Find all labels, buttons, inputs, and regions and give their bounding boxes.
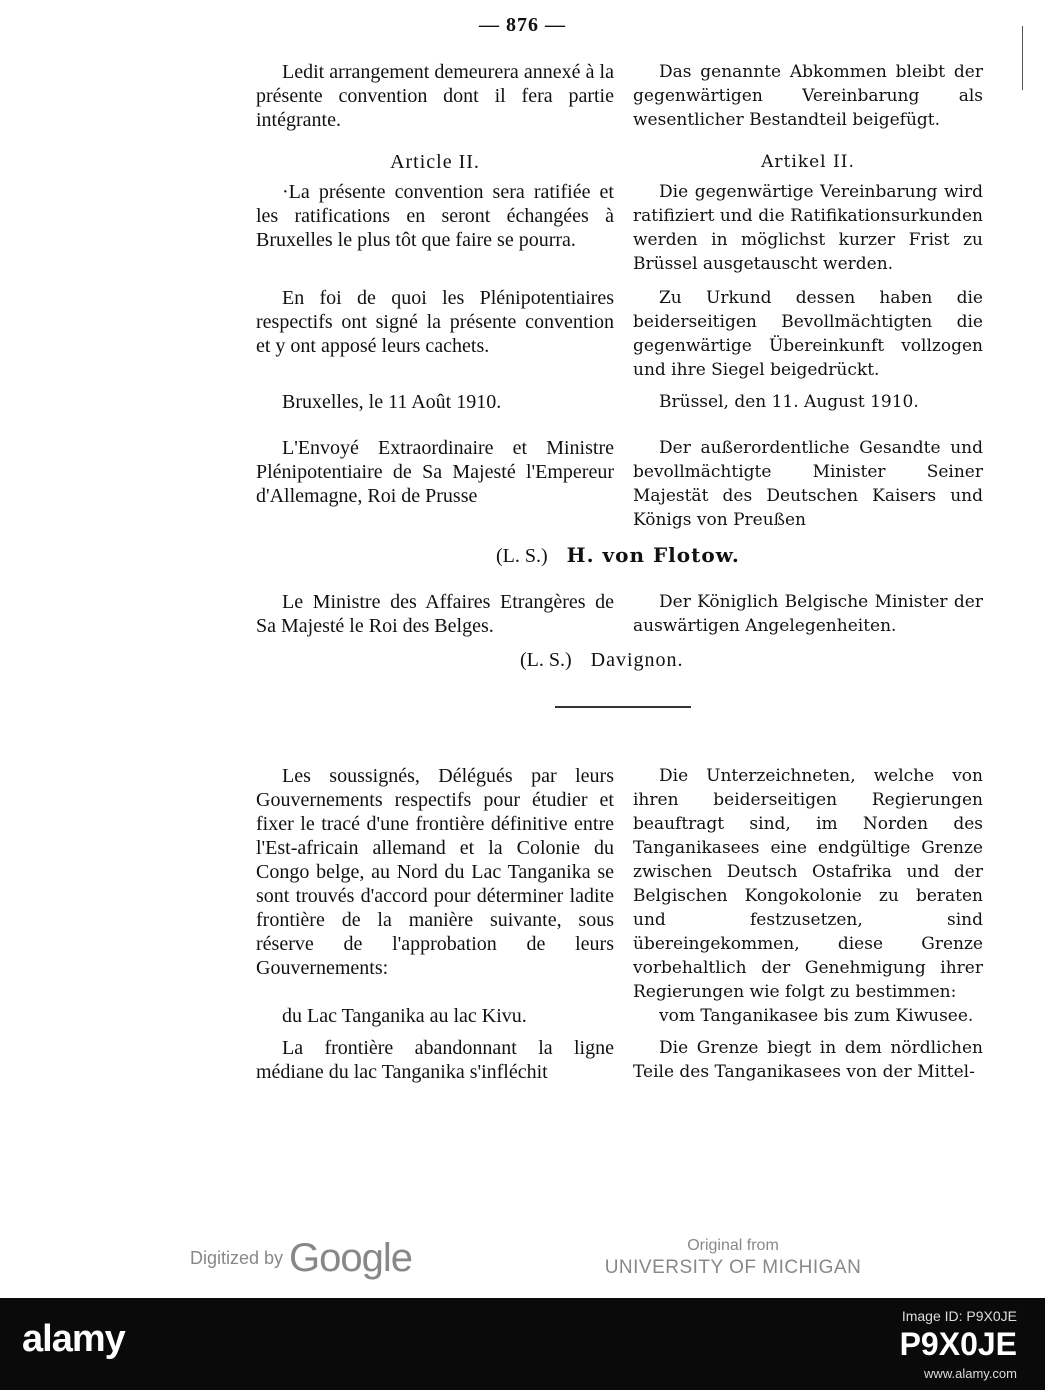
de-paragraph-6: Die Grenze biegt in dem nördlichen Teile des Tanganikasees von der Mittel-: [633, 1038, 983, 1082]
de-envoy: Der außerordentliche Gesandte und bevollmächtigte Minister Seiner Majestät des Deutschen Kaisers und Königs von Preußen: [633, 438, 983, 530]
de-paragraph-2: Die gegenwärtige Vereinbarung wird ratifiziert und die Ratifikationsurkunden werden in möglichst kurzer Frist zu Brüssel ausgetauscht werden.: [633, 182, 983, 274]
page-number: — 876 —: [479, 14, 566, 36]
seal-mark: (L. S.): [496, 545, 548, 567]
de-paragraph-1: Das genannte Abkommen bleibt der gegenwärtigen Vereinbarung als wesentlicher Bestandteil beigefügt.: [633, 62, 983, 130]
signature-1: [496, 543, 740, 568]
fr-date: Bruxelles, le 11 Août 1910.: [282, 391, 502, 413]
de-paragraph-4: Die Unterzeichneten, welche von ihren beiderseitigen Regierungen beauftragt sind, im Norden des Tanganikasees eine endgültige Grenze zwischen Deutsch Ostafrika und der Belgischen Kongokolonie zu beraten und festzusetzen, sind übereingekommen, diese Grenze vorbehaltlich der Genehmigung ihrer Regierungen wie folgt zu bestimmen:: [633, 766, 983, 1002]
alamy-logo: alamy: [22, 1318, 125, 1360]
de-minister: Der Königlich Belgische Minister der auswärtigen Angelegenheiten.: [633, 592, 983, 636]
digitized-by-watermark: Digitized by Google: [190, 1236, 413, 1280]
google-logo: Google: [289, 1236, 413, 1280]
signature-2: [520, 649, 684, 672]
fr-envoy: L'Envoyé Extraordinaire et Ministre Plénipotentiaire de Sa Majesté l'Empereur d'Allemagne, Roi de Prusse: [256, 437, 614, 507]
fr-paragraph-3: En foi de quoi les Plénipotentiaires respectifs ont signé la présente convention et y ont apposé leurs cachets.: [256, 287, 614, 357]
section-divider: [555, 706, 691, 708]
fr-paragraph-4: Les soussignés, Délégués par leurs Gouvernements respectifs pour étudier et fixer le tracé d'une frontière définitive entre l'Est-africain allemand et la Colonie du Congo belge, au Nord du Lac Tanganika se sont trouvés d'accord pour déterminer ladite frontière de la manière suivante, sous réserve de l'approbation de leurs Gouvernements:: [256, 765, 614, 979]
fr-article-heading: Article II.: [390, 151, 480, 173]
fr-paragraph-2: ·La présente convention sera ratifiée et les ratifications en seront échangées à Bruxelles le plus tôt que faire se pourra.: [256, 181, 614, 251]
image-id: Image ID: P9X0JE P9X0JE: [899, 1308, 1017, 1362]
seal-mark: (L. S.): [520, 649, 572, 671]
de-paragraph-5: vom Tanganikasee bis zum Kiwusee.: [659, 1006, 974, 1026]
fr-minister: Le Ministre des Affaires Etrangères de Sa Majesté le Roi des Belges.: [256, 591, 614, 637]
signature-name: Davignon.: [590, 649, 684, 671]
de-paragraph-3: Zu Urkund dessen haben die beiderseitigen Bevollmächtigten die gegenwärtige Übereinkunft vollzogen und ihre Siegel beigedrückt.: [633, 288, 983, 380]
fr-paragraph-5: du Lac Tanganika au lac Kivu.: [282, 1005, 527, 1027]
de-article-heading: Artikel II.: [761, 152, 855, 172]
fr-paragraph-1: Ledit arrangement demeurera annexé à la présente convention dont il fera partie intégrante.: [256, 61, 614, 131]
original-from-watermark: Original from UNIVERSITY OF MICHIGAN: [604, 1237, 862, 1278]
fr-paragraph-6: La frontière abandonnant la ligne médiane du lac Tanganika s'infléchit: [256, 1037, 614, 1083]
signature-name: H. von Flotow.: [566, 543, 740, 567]
alamy-url: www.alamy.com: [924, 1366, 1017, 1381]
stock-footer-strip: [0, 1298, 1045, 1390]
de-date: Brüssel, den 11. August 1910.: [659, 392, 919, 412]
